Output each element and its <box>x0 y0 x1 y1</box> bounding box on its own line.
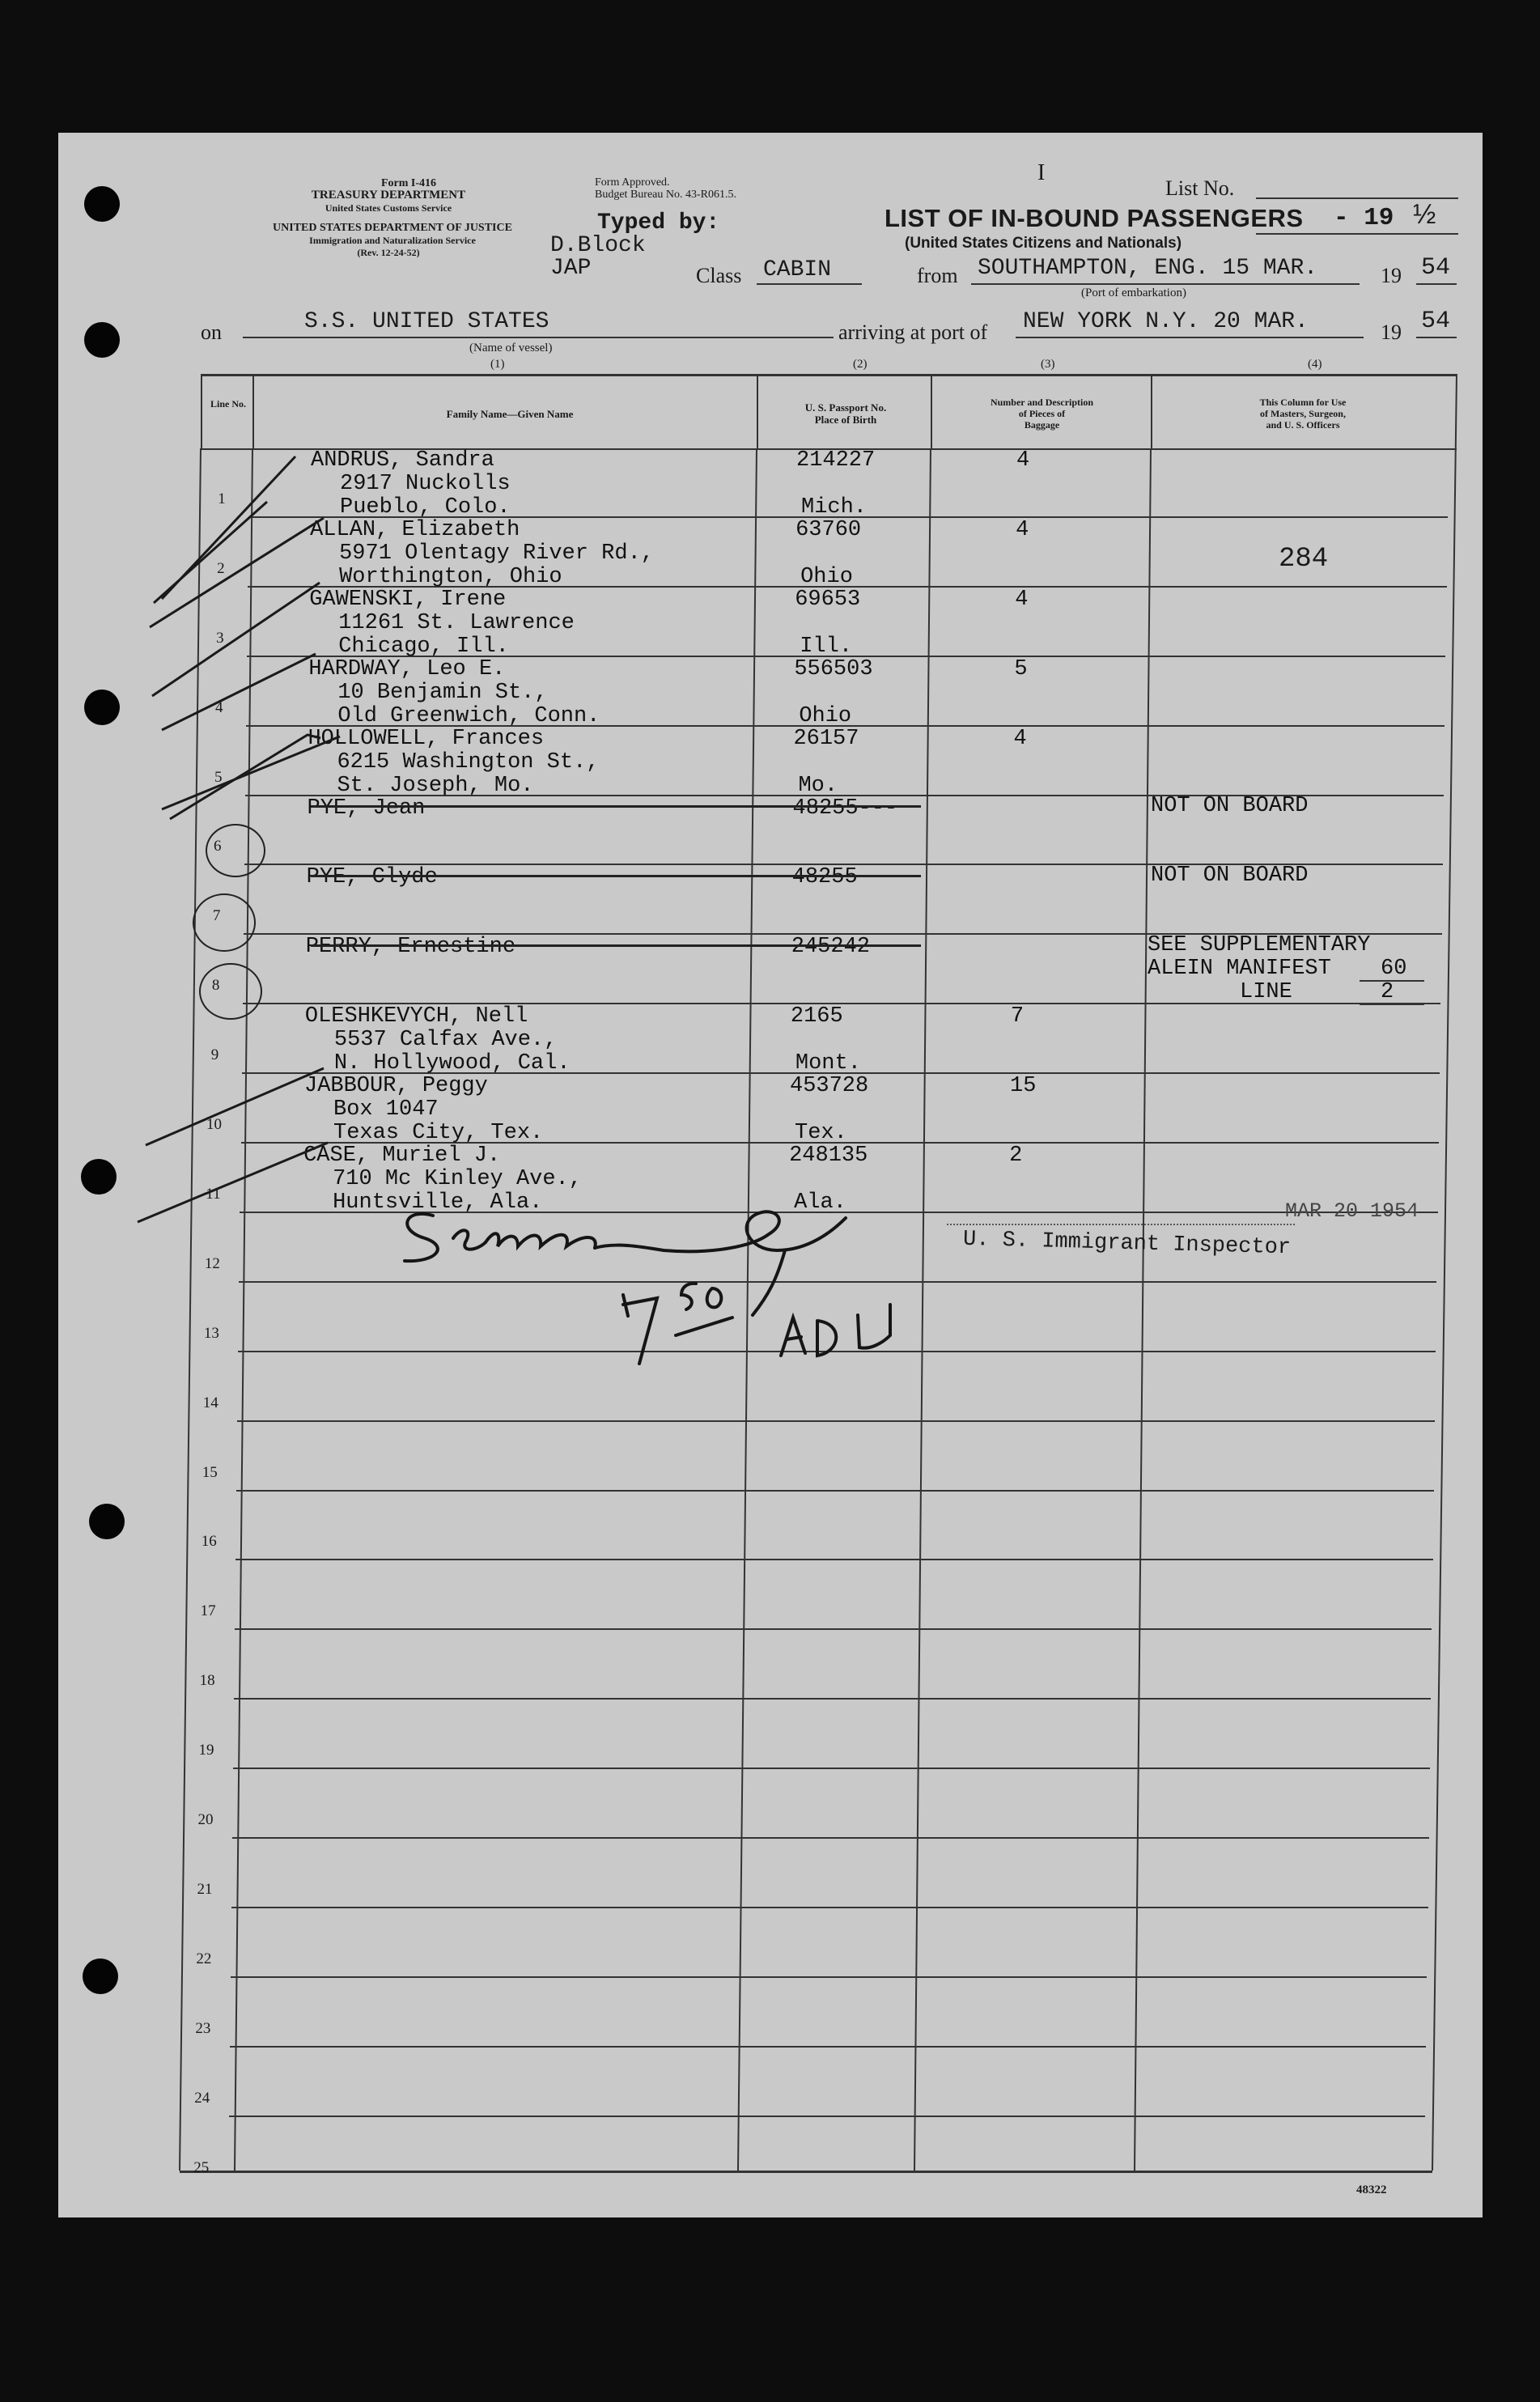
passenger-address-1: 10 Benjamin St., <box>337 680 548 705</box>
passport-number: 248135 <box>789 1144 868 1168</box>
arrival-port: NEW YORK N.Y. 20 MAR. <box>1023 309 1309 334</box>
remark-line-8c: LINE <box>1240 980 1292 1004</box>
header-baggage-1: Number and Description <box>990 397 1094 408</box>
line-number: 9 <box>210 1046 219 1064</box>
form-approved: Form Approved. <box>595 176 670 189</box>
line-number: 22 <box>196 1950 212 1967</box>
col-num-4: (4) <box>1308 358 1322 371</box>
passport-number: 63760 <box>795 517 862 542</box>
vessel-name: S.S. UNITED STATES <box>304 309 549 334</box>
line-number: 12 <box>204 1254 220 1272</box>
list-no-label: List No. <box>1165 176 1235 200</box>
remark-line-8b: ALEIN MANIFEST <box>1148 957 1331 981</box>
passport-number: 453728 <box>790 1074 869 1099</box>
on-label: on <box>201 320 222 344</box>
place-of-birth: Mich. <box>801 495 868 520</box>
line-number: 13 <box>203 1324 219 1342</box>
passenger-name: PYE, Clyde <box>306 865 438 890</box>
stamp-date: MAR 20 1954 <box>1285 1199 1419 1223</box>
header-officers-3: and U. S. Officers <box>1266 419 1340 431</box>
passenger-address-2: Huntsville, Ala. <box>333 1190 543 1215</box>
remark-line-6: NOT ON BOARD <box>1151 794 1309 818</box>
line-number: 2 <box>217 559 225 577</box>
baggage-count: 2 <box>1009 1144 1023 1168</box>
arriving-label: arriving at port of <box>838 320 988 344</box>
place-of-birth: Mo. <box>798 773 838 798</box>
passenger-name: ALLAN, Elizabeth <box>310 517 520 542</box>
line-number: 6 <box>213 838 222 855</box>
form-code: 48322 <box>1356 2183 1387 2196</box>
typed-by-name: D.Block <box>550 233 646 258</box>
line-number: 3 <box>216 629 224 647</box>
passport-number: 245242-- <box>791 935 897 960</box>
remark-line-8c-num: 2 <box>1381 980 1394 1004</box>
roman-numeral: I <box>1037 160 1046 185</box>
page-title: LIST OF IN-BOUND PASSENGERS <box>885 204 1304 232</box>
line-number: 16 <box>201 1533 217 1551</box>
line-number: 1 <box>218 490 226 507</box>
header-baggage-3: Baggage <box>1024 419 1060 431</box>
passenger-address-1: 11261 St. Lawrence <box>338 610 575 635</box>
passenger-address-2: Worthington, Ohio <box>339 564 562 589</box>
passenger-name: OLESHKEVYCH, Nell <box>304 1004 528 1029</box>
baggage-count: 4 <box>1016 517 1029 542</box>
from-label: from <box>917 264 958 287</box>
passenger-name: HARDWAY, Leo E. <box>308 656 506 681</box>
col-num-1: (1) <box>490 358 505 371</box>
typed-by-label: Typed by: <box>597 210 720 236</box>
port-emb-caption: (Port of embarkation) <box>1081 286 1186 299</box>
budget-bureau: Budget Bureau No. 43-R061.5. <box>595 189 736 201</box>
passport-number: 69653 <box>795 587 861 612</box>
header-baggage-2: of Pieces of <box>1018 408 1066 419</box>
passenger-address-1: Box 1047 <box>333 1097 439 1122</box>
port-of-embarkation: SOUTHAMPTON, ENG. 15 MAR. <box>978 256 1318 281</box>
place-of-birth: Tex. <box>795 1121 847 1146</box>
page-subtitle: (United States Citizens and Nationals) <box>905 235 1182 252</box>
passenger-name: JABBOUR, Peggy <box>304 1074 488 1099</box>
passenger-address-2: N. Hollywood, Cal. <box>333 1051 571 1076</box>
line-number: 25 <box>193 2158 210 2176</box>
header-birth: Place of Birth <box>814 414 877 426</box>
remark-line-2: 284 <box>1279 544 1329 575</box>
list-number-fraction: ½ <box>1413 199 1436 230</box>
place-of-birth: Ill. <box>800 634 853 659</box>
passenger-address-1: 6215 Washington St., <box>337 749 600 774</box>
class-value: CABIN <box>763 257 832 282</box>
passenger-name: PYE, Jean <box>307 796 426 821</box>
passenger-address-2: Pueblo, Colo. <box>340 495 511 520</box>
baggage-count: 4 <box>1013 726 1027 751</box>
passenger-name: CASE, Muriel J. <box>303 1144 501 1168</box>
stamp-inspector: U. S. Immigrant Inspector <box>962 1227 1292 1261</box>
passenger-address-2: St. Joseph, Mo. <box>337 773 534 798</box>
line-number: 17 <box>200 1602 216 1620</box>
line-number: 8 <box>211 977 220 995</box>
justice-dept: UNITED STATES DEPARTMENT OF JUSTICE <box>273 222 512 234</box>
header-passport: U. S. Passport No. <box>804 401 887 414</box>
col-num-3: (3) <box>1041 358 1055 371</box>
remark-line-8a: SEE SUPPLEMENTARY <box>1148 933 1371 957</box>
header-line-no: Line No. <box>210 398 246 410</box>
passenger-address-1: 2917 Nuckolls <box>340 472 511 496</box>
baggage-count: 15 <box>1010 1074 1037 1099</box>
line-number: 14 <box>202 1394 218 1411</box>
passport-number: 26157 <box>793 726 859 751</box>
passenger-address-1: 710 Mc Kinley Ave., <box>333 1167 582 1191</box>
treasury-dept: TREASURY DEPARTMENT <box>311 189 466 202</box>
baggage-count: 5 <box>1014 656 1028 681</box>
line-number: 10 <box>206 1116 222 1133</box>
line-number: 5 <box>214 768 223 786</box>
line-number: 24 <box>194 2089 210 2107</box>
passport-number: 48255--- <box>791 865 897 890</box>
revision: (Rev. 12-24-52) <box>357 247 420 258</box>
class-label: Class <box>696 264 742 287</box>
year-arrival: 54 <box>1421 308 1451 335</box>
passenger-address-2: Old Greenwich, Conn. <box>337 703 600 728</box>
passport-number: 2165 <box>790 1004 843 1029</box>
baggage-count: 7 <box>1010 1004 1025 1029</box>
line-number: 4 <box>215 698 223 716</box>
line-number: 7 <box>212 907 221 925</box>
line-number: 18 <box>199 1672 215 1690</box>
passenger-address-1: 5537 Calfax Ave., <box>333 1028 558 1053</box>
line-number: 20 <box>197 1811 214 1828</box>
place-of-birth: Ala. <box>794 1190 846 1215</box>
place-of-birth: Ohio <box>800 564 853 589</box>
passenger-address-1: 5971 Olentagy River Rd., <box>339 541 654 566</box>
year-from: 54 <box>1421 254 1451 282</box>
year-prefix-from: 19 <box>1381 264 1402 287</box>
passenger-name: ANDRUS, Sandra <box>311 448 494 473</box>
header-officers-2: of Masters, Surgeon, <box>1260 408 1346 419</box>
baggage-count: 4 <box>1015 587 1029 612</box>
passport-number: 48255--- <box>792 796 898 821</box>
line-number: 15 <box>202 1463 218 1481</box>
typist-initials: JAP <box>550 256 592 281</box>
list-number: - 19 <box>1334 204 1394 232</box>
passport-number: 214227 <box>796 448 876 473</box>
customs-service: United States Customs Service <box>325 202 452 214</box>
passenger-address-2: Texas City, Tex. <box>333 1121 544 1146</box>
form-number: Form I-416 <box>380 177 437 189</box>
passenger-name: HOLLOWELL, Frances <box>308 726 545 751</box>
place-of-birth: Ohio <box>799 703 852 728</box>
passenger-name: PERRY, Ernestine <box>305 935 516 960</box>
year-prefix-arrival: 19 <box>1381 320 1402 344</box>
place-of-birth: Mont. <box>795 1051 861 1076</box>
header-family-name: Family Name—Given Name <box>446 408 574 420</box>
remark-line-7: NOT ON BOARD <box>1151 864 1309 888</box>
remark-line-8b-num: 60 <box>1381 957 1407 981</box>
ins-service: Immigration and Naturalization Service <box>309 235 476 246</box>
line-number: 11 <box>206 1185 221 1203</box>
baggage-count: 4 <box>1016 448 1030 473</box>
passenger-name: GAWENSKI, Irene <box>309 587 507 612</box>
passenger-address-2: Chicago, Ill. <box>338 634 509 659</box>
col-num-2: (2) <box>853 358 868 371</box>
vessel-caption: (Name of vessel) <box>469 342 553 354</box>
line-number: 19 <box>198 1742 214 1759</box>
line-number: 23 <box>195 2019 211 2037</box>
header-officers-1: This Column for Use <box>1259 397 1347 408</box>
passport-number: 556503 <box>794 656 873 681</box>
line-number: 21 <box>197 1880 213 1898</box>
